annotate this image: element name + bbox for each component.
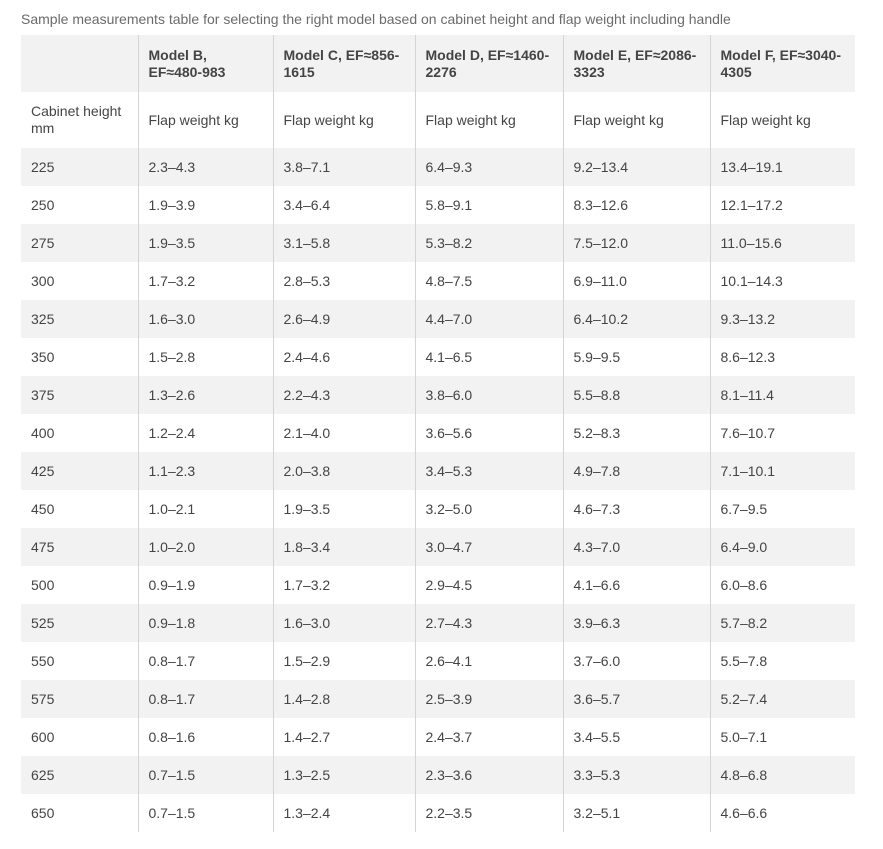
flap-weight-cell: 10.1–14.3 (710, 262, 855, 300)
flap-weight-cell: 0.8–1.7 (138, 642, 273, 680)
flap-weight-cell: 1.1–2.3 (138, 452, 273, 490)
flap-weight-cell: 4.8–6.8 (710, 756, 855, 794)
cabinet-height-cell: 250 (21, 186, 138, 224)
flap-weight-cell: 0.7–1.5 (138, 756, 273, 794)
flap-weight-cell: 11.0–15.6 (710, 224, 855, 262)
flap-weight-cell: 3.8–6.0 (415, 376, 563, 414)
flap-weight-cell: 5.0–7.1 (710, 718, 855, 756)
flap-weight-cell: 8.3–12.6 (563, 186, 710, 224)
flap-weight-cell: 1.9–3.5 (138, 224, 273, 262)
flap-weight-cell: 3.7–6.0 (563, 642, 710, 680)
flap-weight-cell: 0.9–1.9 (138, 566, 273, 604)
table-row (21, 680, 855, 718)
flap-weight-cell: 1.8–3.4 (273, 528, 415, 566)
cabinet-height-cell: 500 (21, 566, 138, 604)
flap-weight-cell: 2.9–4.5 (415, 566, 563, 604)
flap-weight-cell: 7.1–10.1 (710, 452, 855, 490)
flap-weight-cell: 7.5–12.0 (563, 224, 710, 262)
flap-weight-cell: 2.2–3.5 (415, 794, 563, 832)
flap-weight-cell: 2.8–5.3 (273, 262, 415, 300)
flap-weight-cell: 3.2–5.0 (415, 490, 563, 528)
header-cell-model: Model F, EF≈3040-4305 (710, 35, 855, 92)
flap-weight-cell: 3.6–5.6 (415, 414, 563, 452)
table-row (21, 566, 855, 604)
flap-weight-cell: 3.2–5.1 (563, 794, 710, 832)
cabinet-height-cell: 225 (21, 148, 138, 186)
flap-weight-cell: 1.4–2.7 (273, 718, 415, 756)
cabinet-height-cell: 550 (21, 642, 138, 680)
flap-weight-cell: 13.4–19.1 (710, 148, 855, 186)
flap-weight-cell: 4.6–7.3 (563, 490, 710, 528)
flap-weight-cell: 8.6–12.3 (710, 338, 855, 376)
flap-weight-cell: 6.4–9.0 (710, 528, 855, 566)
cabinet-height-cell: 600 (21, 718, 138, 756)
subheader-cell-flap-weight: Flap weight kg (710, 92, 855, 148)
flap-weight-cell: 5.7–8.2 (710, 604, 855, 642)
flap-weight-cell: 1.3–2.4 (273, 794, 415, 832)
flap-weight-cell: 6.9–11.0 (563, 262, 710, 300)
table-row (21, 338, 855, 376)
flap-weight-cell: 1.2–2.4 (138, 414, 273, 452)
flap-weight-cell: 5.5–8.8 (563, 376, 710, 414)
cabinet-height-cell: 400 (21, 414, 138, 452)
flap-weight-cell: 6.4–9.3 (415, 148, 563, 186)
flap-weight-cell: 2.0–3.8 (273, 452, 415, 490)
flap-weight-cell: 2.4–4.6 (273, 338, 415, 376)
flap-weight-cell: 3.4–6.4 (273, 186, 415, 224)
flap-weight-cell: 5.8–9.1 (415, 186, 563, 224)
flap-weight-cell: 0.8–1.6 (138, 718, 273, 756)
cabinet-height-cell: 525 (21, 604, 138, 642)
flap-weight-cell: 5.9–9.5 (563, 338, 710, 376)
table-row (21, 604, 855, 642)
flap-weight-cell: 1.3–2.6 (138, 376, 273, 414)
cabinet-height-cell: 325 (21, 300, 138, 338)
flap-weight-cell: 5.5–7.8 (710, 642, 855, 680)
flap-weight-cell: 1.0–2.0 (138, 528, 273, 566)
flap-weight-cell: 4.1–6.6 (563, 566, 710, 604)
flap-weight-cell: 2.6–4.9 (273, 300, 415, 338)
table-row (21, 756, 855, 794)
measurements-table-container (21, 35, 855, 832)
header-cell-model: Model D, EF≈1460-2276 (415, 35, 563, 92)
flap-weight-cell: 9.2–13.4 (563, 148, 710, 186)
subheader-cell-cabinet-height: Cabinet height mm (21, 92, 138, 148)
flap-weight-cell: 1.4–2.8 (273, 680, 415, 718)
table-row (21, 414, 855, 452)
table-row (21, 452, 855, 490)
flap-weight-cell: 3.4–5.3 (415, 452, 563, 490)
header-cell-empty (21, 35, 138, 92)
flap-weight-cell: 1.5–2.9 (273, 642, 415, 680)
table-row (21, 148, 855, 186)
table-row (21, 376, 855, 414)
header-cell-model: Model C, EF≈856-1615 (273, 35, 415, 92)
subheader-row (21, 92, 855, 148)
flap-weight-cell: 4.4–7.0 (415, 300, 563, 338)
flap-weight-cell: 1.9–3.5 (273, 490, 415, 528)
flap-weight-cell: 2.5–3.9 (415, 680, 563, 718)
cabinet-height-cell: 300 (21, 262, 138, 300)
table-row (21, 718, 855, 756)
table-row (21, 224, 855, 262)
header-row (21, 35, 855, 92)
flap-weight-cell: 4.6–6.6 (710, 794, 855, 832)
flap-weight-cell: 1.5–2.8 (138, 338, 273, 376)
flap-weight-cell: 3.8–7.1 (273, 148, 415, 186)
cabinet-height-cell: 575 (21, 680, 138, 718)
flap-weight-cell: 6.0–8.6 (710, 566, 855, 604)
table-row (21, 300, 855, 338)
cabinet-height-cell: 475 (21, 528, 138, 566)
subheader-cell-flap-weight: Flap weight kg (563, 92, 710, 148)
flap-weight-cell: 2.3–3.6 (415, 756, 563, 794)
subheader-cell-flap-weight: Flap weight kg (273, 92, 415, 148)
flap-weight-cell: 0.9–1.8 (138, 604, 273, 642)
measurements-table (21, 35, 855, 832)
table-row (21, 186, 855, 224)
flap-weight-cell: 4.8–7.5 (415, 262, 563, 300)
flap-weight-cell: 1.6–3.0 (138, 300, 273, 338)
flap-weight-cell: 2.1–4.0 (273, 414, 415, 452)
flap-weight-cell: 2.6–4.1 (415, 642, 563, 680)
flap-weight-cell: 1.9–3.9 (138, 186, 273, 224)
flap-weight-cell: 3.1–5.8 (273, 224, 415, 262)
table-row (21, 528, 855, 566)
table-row (21, 642, 855, 680)
flap-weight-cell: 9.3–13.2 (710, 300, 855, 338)
table-row (21, 794, 855, 832)
flap-weight-cell: 12.1–17.2 (710, 186, 855, 224)
flap-weight-cell: 1.7–3.2 (138, 262, 273, 300)
flap-weight-cell: 5.3–8.2 (415, 224, 563, 262)
cabinet-height-cell: 625 (21, 756, 138, 794)
flap-weight-cell: 0.7–1.5 (138, 794, 273, 832)
flap-weight-cell: 3.4–5.5 (563, 718, 710, 756)
flap-weight-cell: 1.6–3.0 (273, 604, 415, 642)
subheader-cell-flap-weight: Flap weight kg (415, 92, 563, 148)
flap-weight-cell: 0.8–1.7 (138, 680, 273, 718)
flap-weight-cell: 6.7–9.5 (710, 490, 855, 528)
table-row (21, 262, 855, 300)
table-body (21, 148, 855, 832)
cabinet-height-cell: 350 (21, 338, 138, 376)
flap-weight-cell: 5.2–7.4 (710, 680, 855, 718)
subheader-cell-flap-weight: Flap weight kg (138, 92, 273, 148)
flap-weight-cell: 7.6–10.7 (710, 414, 855, 452)
flap-weight-cell: 2.4–3.7 (415, 718, 563, 756)
flap-weight-cell: 3.6–5.7 (563, 680, 710, 718)
table-caption: Sample measurements table for selecting the right model based on cabinet height and flap weight including handle (21, 11, 731, 27)
table-subheader (21, 92, 855, 148)
header-cell-model: Model E, EF≈2086-3323 (563, 35, 710, 92)
flap-weight-cell: 3.3–5.3 (563, 756, 710, 794)
flap-weight-cell: 4.1–6.5 (415, 338, 563, 376)
table-row (21, 490, 855, 528)
flap-weight-cell: 2.7–4.3 (415, 604, 563, 642)
cabinet-height-cell: 275 (21, 224, 138, 262)
flap-weight-cell: 1.0–2.1 (138, 490, 273, 528)
flap-weight-cell: 4.9–7.8 (563, 452, 710, 490)
header-cell-model: Model B, EF≈480-983 (138, 35, 273, 92)
flap-weight-cell: 1.3–2.5 (273, 756, 415, 794)
cabinet-height-cell: 650 (21, 794, 138, 832)
flap-weight-cell: 2.2–4.3 (273, 376, 415, 414)
cabinet-height-cell: 425 (21, 452, 138, 490)
flap-weight-cell: 2.3–4.3 (138, 148, 273, 186)
cabinet-height-cell: 450 (21, 490, 138, 528)
flap-weight-cell: 4.3–7.0 (563, 528, 710, 566)
flap-weight-cell: 3.9–6.3 (563, 604, 710, 642)
table-header (21, 35, 855, 92)
flap-weight-cell: 3.0–4.7 (415, 528, 563, 566)
cabinet-height-cell: 375 (21, 376, 138, 414)
flap-weight-cell: 6.4–10.2 (563, 300, 710, 338)
flap-weight-cell: 1.7–3.2 (273, 566, 415, 604)
flap-weight-cell: 8.1–11.4 (710, 376, 855, 414)
flap-weight-cell: 5.2–8.3 (563, 414, 710, 452)
